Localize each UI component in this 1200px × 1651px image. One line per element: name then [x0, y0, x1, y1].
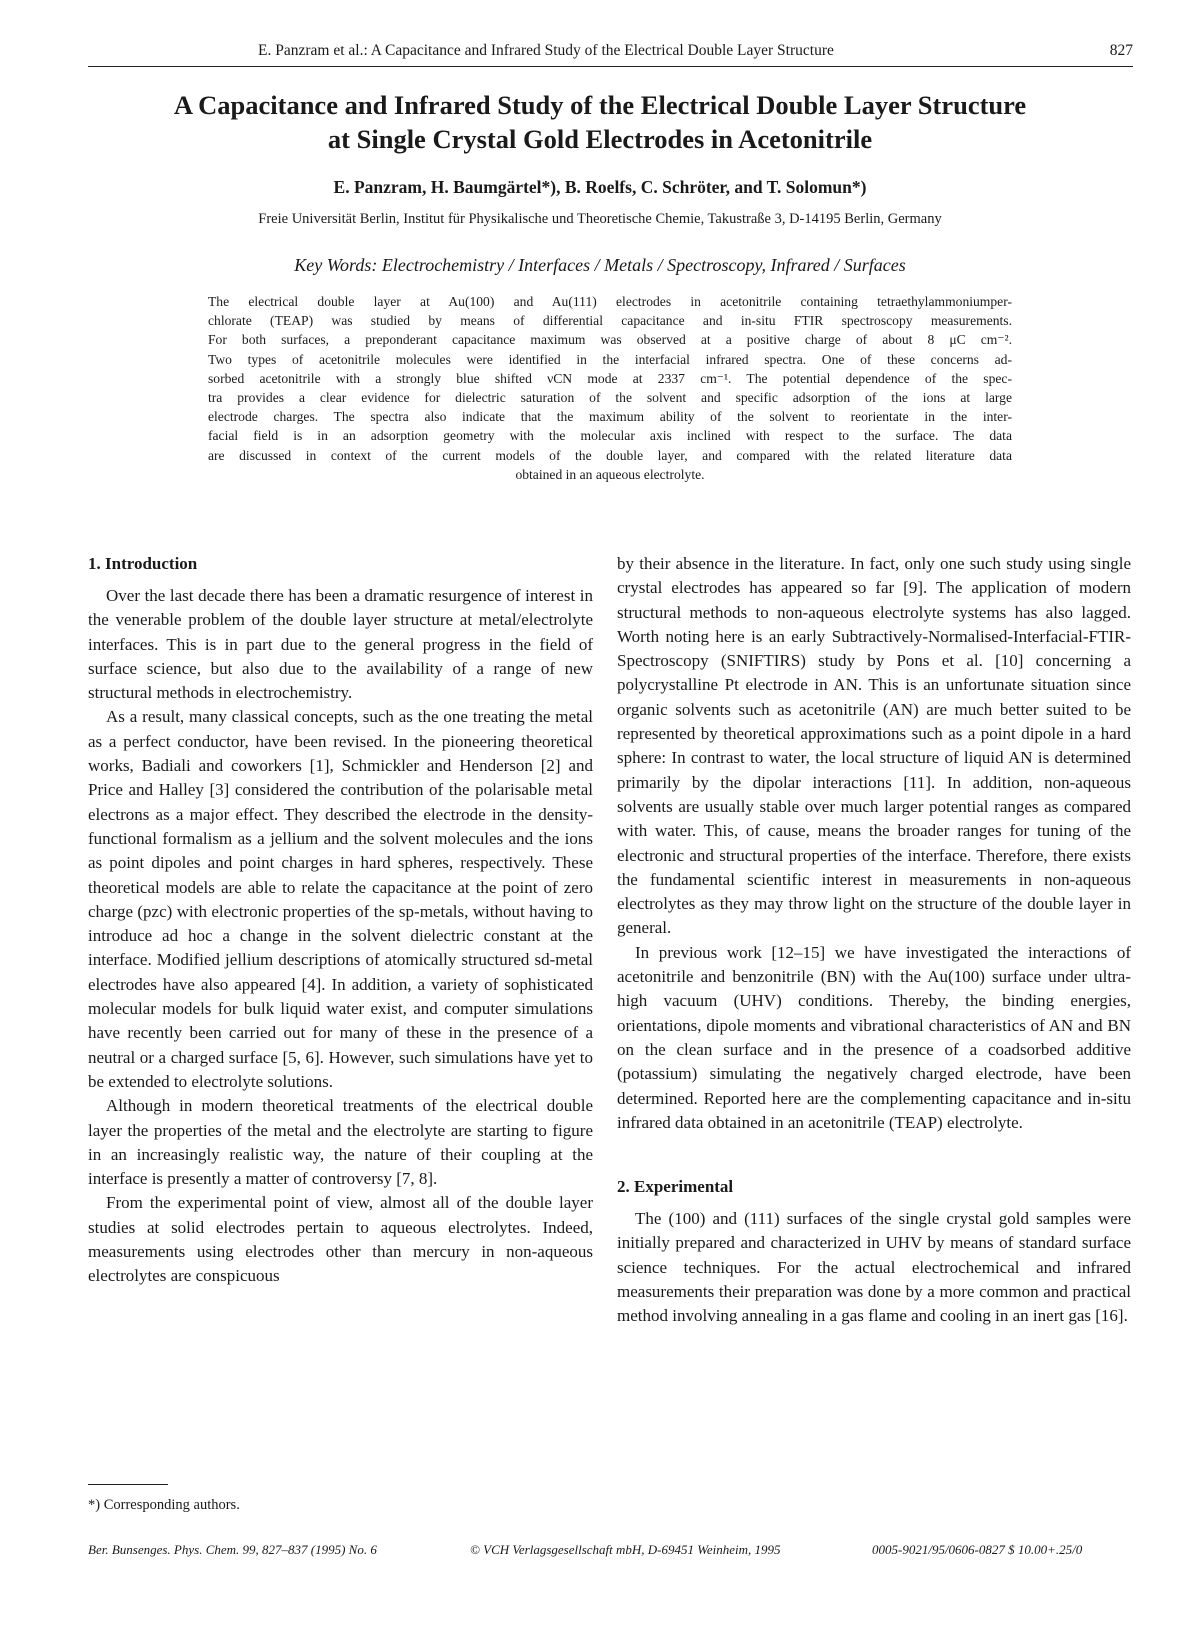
abstract-line: For both surfaces, a preponderant capacitance maximum was observed at a positive charge of about 8 μC cm⁻². — [208, 332, 1012, 348]
abstract-line: are discussed in context of the current models of the double layer, and compared with the related literature data — [208, 447, 1012, 463]
affiliation: Freie Universität Berlin, Institut für Physikalische und Theoretische Chemie, Takustraße 3, D-14195 Berlin, Germany — [258, 211, 942, 227]
body-paragraph: Although in modern theoretical treatments of the electrical double layer the properties of the metal and the electrolyte are starting to figure in an increasingly realistic way, the nature of their coupling at the interface is presently a matter of controversy [7, 8]. — [88, 1096, 593, 1189]
running-head — [88, 42, 1133, 66]
abstract-line: facial field is in an adsorption geometry with the molecular axis inclined with respect to the surface. The data — [208, 428, 1012, 444]
section-gap — [617, 1135, 1131, 1175]
article-title — [60, 88, 1140, 156]
abstract-line: sorbed acetonitrile with a strongly blue shifted νCN mode at 2337 cm⁻¹. The potential dependence of the spec- — [208, 370, 1012, 386]
footer-journal: Ber. Bunsenges. Phys. Chem. 99, 827–837 (1995) No. 6 — [88, 1542, 377, 1557]
authors: E. Panzram, H. Baumgärtel*), B. Roelfs, C. Schröter, and T. Solomun*) — [333, 177, 867, 197]
running-head-title: E. Panzram et al.: A Capacitance and Infrared Study of the Electrical Double Layer Structure — [258, 42, 834, 59]
abstract — [208, 292, 1012, 484]
body-paragraph: As a result, many classical concepts, such as the one treating the metal as a perfect conductor, have been revised. In the pioneering theoretical works, Badiali and coworkers [1], Schmickler and Henderson [2] and Price and Halley [3] considered the contribution of the polarisable metal electrons as a major effect. They described the electrode in the density-functional formalism as a jellium and the solvent molecules and the ions as point dipoles and point charges in hard spheres, respectively. These theoretical models are able to relate the capacitance at the point of zero charge (pzc) with electronic properties of the sp-metals, without having to introduce ad hoc a change in the solvent dielectric constant at the interface. Modified jellium descriptions of atomically structured sd-metal electrodes have also appeared [4]. In addition, a variety of sophisticated molecular models for bulk liquid water exist, and computer simulations have recently been carried out for many of these in the presence of a neutral or a charged surface [5, 6]. However, such simulations have yet to be extended to electrolyte solutions. — [88, 707, 593, 1091]
left-column — [88, 552, 593, 1289]
footnote: *) Corresponding authors. — [88, 1497, 240, 1513]
body-paragraph: In previous work [12–15] we have investigated the interactions of acetonitrile and benzonitrile (BN) with the Au(100) surface under ultra-high vacuum (UHV) conditions. Thereby, the binding energies, orientations, dipole moments and vibrational characteristics of AN and BN on the clean surface and in the presence of a coadsorbed additive (potassium) simulating the negatively charged electrode, have been determined. Reported here are the complementing capacitance and in-situ infrared data obtained in an acetonitrile (TEAP) electrolyte. — [617, 942, 1131, 1132]
abstract-line: obtained in an aqueous electrolyte. — [515, 466, 705, 482]
section-heading-experimental: 2. Experimental — [617, 1177, 734, 1197]
right-column — [617, 552, 1131, 1329]
footer-code: 0005-9021/95/0606-0827 $ 10.00+.25/0 — [872, 1542, 1083, 1557]
abstract-line: Two types of acetonitrile molecules were identified in the interfacial infrared spectra. One of these concerns ad- — [208, 351, 1012, 367]
title-line: A Capacitance and Infrared Study of the Electrical Double Layer Structure — [173, 90, 1027, 120]
abstract-line: tra provides a clear evidence for dielectric saturation of the solvent and specific adsorption of the ions at large — [208, 389, 1012, 405]
body-paragraph: The (100) and (111) surfaces of the single crystal gold samples were initially prepared and characterized in UHV by means of standard surface science techniques. For the actual electrochemical and infrared measurements their preparation was done by a more common and practical method involving annealing in a gas flame and cooling in an inert gas [16]. — [617, 1209, 1131, 1326]
abstract-line: The electrical double layer at Au(100) and Au(111) electrodes in acetonitrile containing tetraethylammoniumper- — [208, 294, 1012, 309]
title-line: at Single Crystal Gold Electrodes in Acetonitrile — [327, 124, 873, 154]
abstract-line: chlorate (TEAP) was studied by means of differential capacitance and in-situ FTIR spectroscopy measurements. — [208, 313, 1012, 329]
abstract-line: electrode charges. The spectra also indicate that the maximum ability of the solvent to reorientate in the inter- — [208, 409, 1012, 425]
keywords: Key Words: Electrochemistry / Interfaces / Metals / Spectroscopy, Infrared / Surfaces — [294, 255, 906, 275]
body-paragraph: Over the last decade there has been a dramatic resurgence of interest in the venerable problem of the double layer structure at metal/electrolyte interfaces. This is in part due to the general progress in the field of surface science, but also due to the availability of a range of new structural methods in electrochemistry. — [88, 586, 593, 703]
footnote-rule — [88, 1484, 168, 1485]
body-paragraph: From the experimental point of view, almost all of the double layer studies at solid electrodes pertain to aqueous electrolytes. Indeed, measurements using electrodes other than mercury in non-aqueous electrolytes are conspicuous — [88, 1193, 593, 1286]
page-number: 827 — [1109, 42, 1133, 59]
header-rule — [88, 66, 1133, 67]
body-paragraph: by their absence in the literature. In fact, only one such study using single crystal electrodes has appeared so far [9]. The application of modern structural methods to non-aqueous electrolyte systems has also lagged. Worth noting here is an early Subtractively-Normalised-Interfacial-FTIR-Spectroscopy (SNIFTIRS) study by Pons et al. [10] concerning a polycrystalline Pt electrode in AN. This is an unfortunate situation since organic solvents such as acetonitrile (AN) are much better suited to be represented by theoretical approximations such as a point dipole in a hard sphere: In contrast to water, the local structure of liquid AN is determined primarily by the dipolar interactions [11]. In addition, non-aqueous solvents are usually stable over much larger potential ranges as compared with water. This, of cause, means the broader ranges for tuning of the electronic and structural properties of the interface. Therefore, there exists the fundamental scientific interest in measurements in non-aqueous electrolytes as they may throw light on the structure of the double layer in general. — [617, 554, 1131, 938]
footer-publisher: © VCH Verlagsgesellschaft mbH, D-69451 Weinheim, 1995 — [470, 1542, 781, 1557]
section-heading-introduction: 1. Introduction — [88, 554, 198, 573]
